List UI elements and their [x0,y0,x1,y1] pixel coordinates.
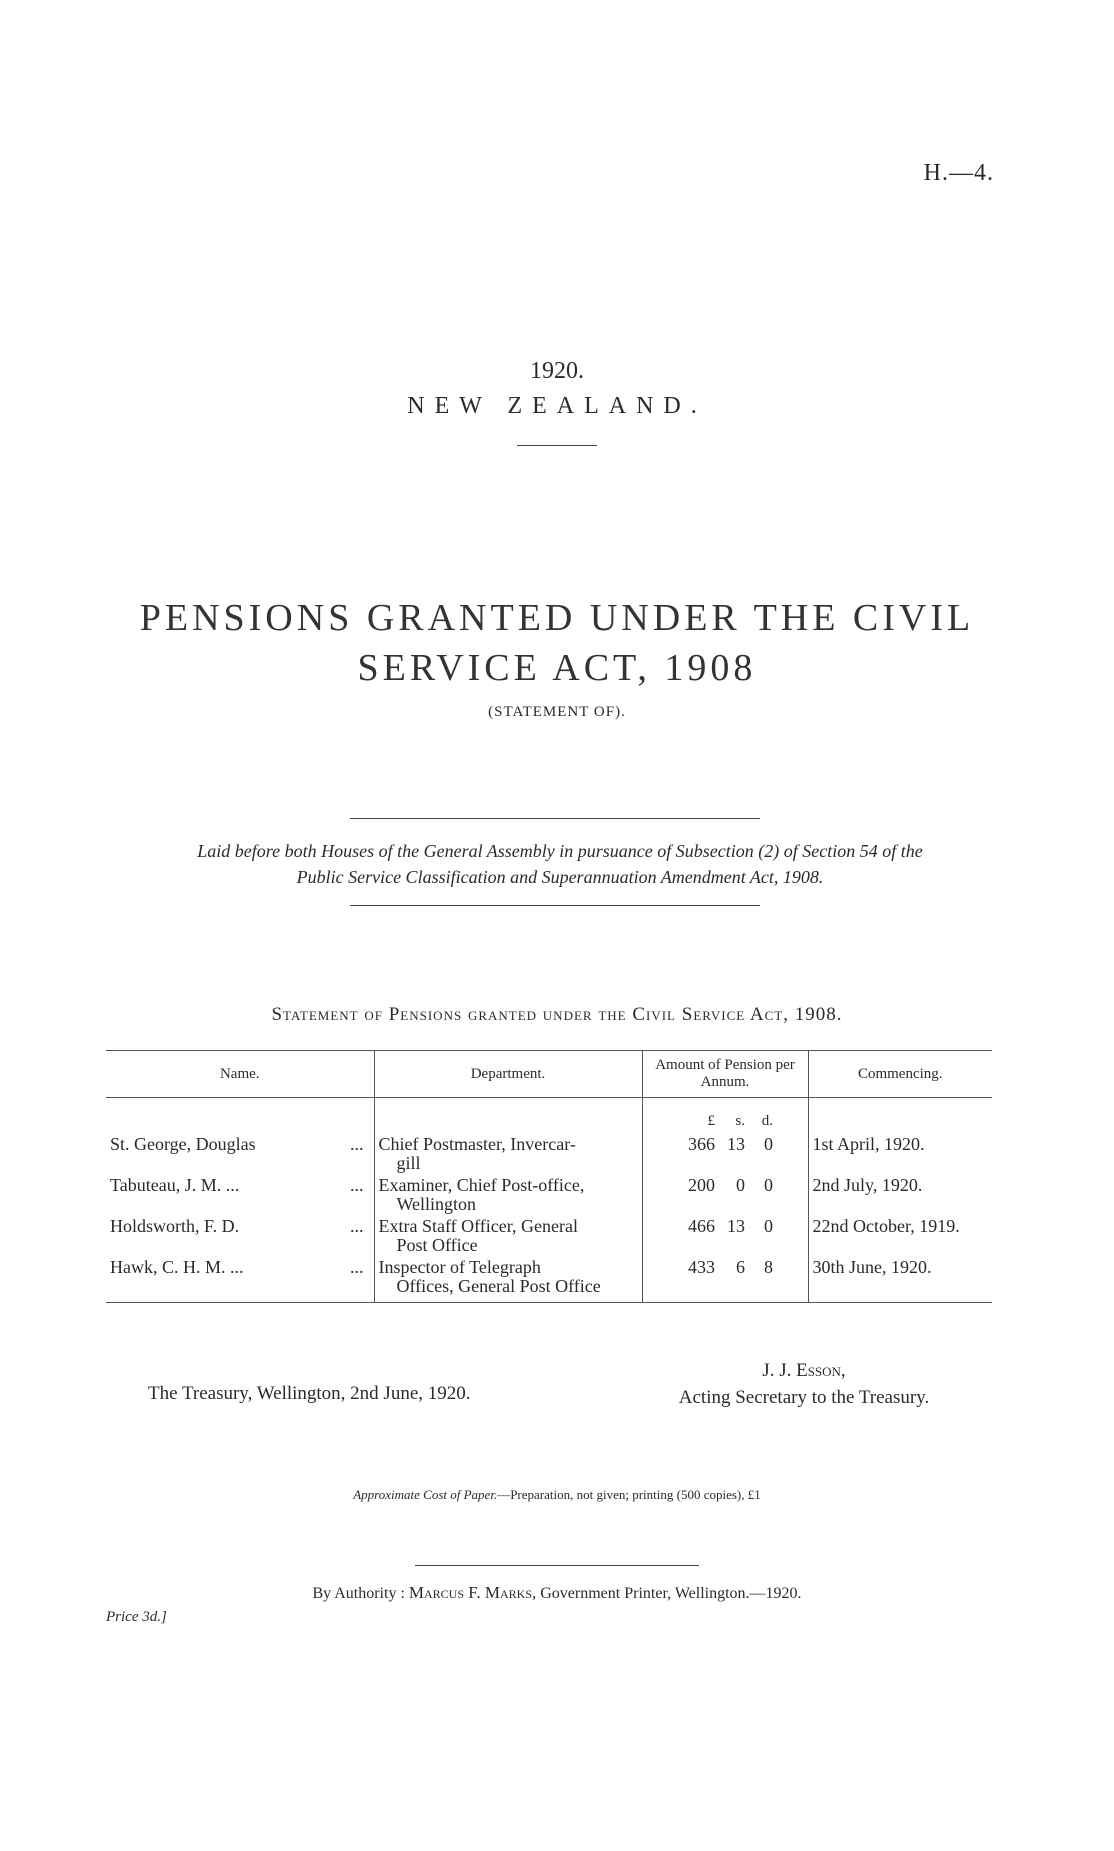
cost-of-paper-note [0,1487,1114,1503]
units-row [106,1098,992,1134]
document-title-line2: SERVICE ACT, 1908 [357,647,757,689]
printer-authority [0,1583,1114,1603]
commencing-date: 22nd October, 1919. [808,1215,992,1256]
unit-pence: d. [761,1113,773,1129]
signature-block [644,1357,964,1411]
department-line1: Chief Postmaster, Invercar- [378,1134,576,1154]
amount-pence: 8 [764,1257,773,1277]
leader-dots: ... [350,1216,364,1236]
department-line2: Offices, General Post Office [396,1276,601,1296]
leader-dots: ... [350,1257,364,1277]
publication-year: 1920. [530,358,584,384]
table-row [106,1256,992,1303]
unit-pounds: £ [707,1113,715,1129]
amount-shillings: 0 [736,1175,745,1195]
signer-title: Acting Secretary to the Treasury. [678,1387,930,1408]
cost-text: —Preparation, not given; printing (500 copies), £1 [497,1487,761,1502]
department-line1: Extra Staff Officer, General [378,1216,579,1236]
table-row [106,1215,992,1256]
laid-line-2: Public Service Classification and Superannuation Amendment Act, 1908. [296,867,824,887]
table-row [106,1174,992,1215]
amount-shillings: 13 [727,1134,745,1154]
table-header-row [106,1051,992,1098]
commencing-date: 1st April, 1920. [808,1133,992,1174]
amount-shillings: 13 [727,1216,745,1236]
place-and-date: The Treasury, Wellington, 2nd June, 1920. [148,1383,471,1404]
document-reference: H.—4. [923,160,994,186]
pension-table-container [106,1050,992,1303]
amount-pounds: 200 [688,1175,715,1195]
amount-shillings: 6 [736,1257,745,1277]
department-line2: Wellington [396,1194,477,1214]
laid-line-1: Laid before both Houses of the General Assembly in pursuance of Subsection (2) of Section 54 of the [197,841,923,861]
pension-amount [647,1217,804,1236]
pension-amount [647,1258,804,1277]
amount-pounds: 466 [688,1216,715,1236]
divider-authority [415,1565,699,1566]
table-caption-text: Statement of Pensions granted under the Civil Service Act, 1908. [271,1004,843,1025]
commencing-date: 30th June, 1920. [808,1256,992,1303]
cost-label: Approximate Cost of Paper. [353,1487,498,1502]
column-header-amount: Amount of Pension per Annum. [642,1051,808,1098]
document-subtitle: (STATEMENT OF). [488,704,626,720]
column-header-department: Department. [374,1051,642,1098]
divider-upper [350,818,760,819]
divider-lower [350,905,760,906]
department-line2: Post Office [396,1235,478,1255]
unit-shillings: s. [735,1113,745,1129]
commencing-date: 2nd July, 1920. [808,1174,992,1215]
authority-prefix: By Authority : [312,1585,405,1602]
amount-pence: 0 [764,1175,773,1195]
department-line1: Examiner, Chief Post-office, [378,1175,585,1195]
units-labels [647,1112,804,1131]
column-header-commencing: Commencing. [808,1051,992,1098]
leader-dots: ... [350,1175,364,1195]
amount-pence: 0 [764,1134,773,1154]
pensioner-name: Tabuteau, J. M. ... [110,1175,240,1195]
amount-pounds: 366 [688,1134,715,1154]
laid-before-notice [100,838,1020,890]
price-note: Price 3d.] [106,1609,167,1625]
amount-pence: 0 [764,1216,773,1236]
country-heading: NEW ZEALAND. [407,393,707,419]
pension-amount [647,1176,804,1195]
divider-short [517,445,597,446]
pension-amount [647,1135,804,1154]
amount-pounds: 433 [688,1257,715,1277]
pensioner-name: St. George, Douglas [110,1134,256,1154]
leader-dots: ... [350,1134,364,1154]
table-caption [0,1004,1114,1026]
signer-name: J. J. Esson, [762,1360,846,1381]
column-header-name: Name. [106,1051,374,1098]
table-row [106,1133,992,1174]
pension-table [106,1050,992,1303]
pensioner-name: Hawk, C. H. M. ... [110,1257,244,1277]
document-title-line1: PENSIONS GRANTED UNDER THE CIVIL [139,597,975,639]
printer-name: Marcus F. Marks, [408,1583,537,1602]
pensioner-name: Holdsworth, F. D. [110,1216,240,1236]
authority-rest: Government Printer, Wellington.—1920. [540,1585,802,1602]
department-line2: gill [396,1153,421,1173]
department-line1: Inspector of Telegraph [378,1257,541,1277]
